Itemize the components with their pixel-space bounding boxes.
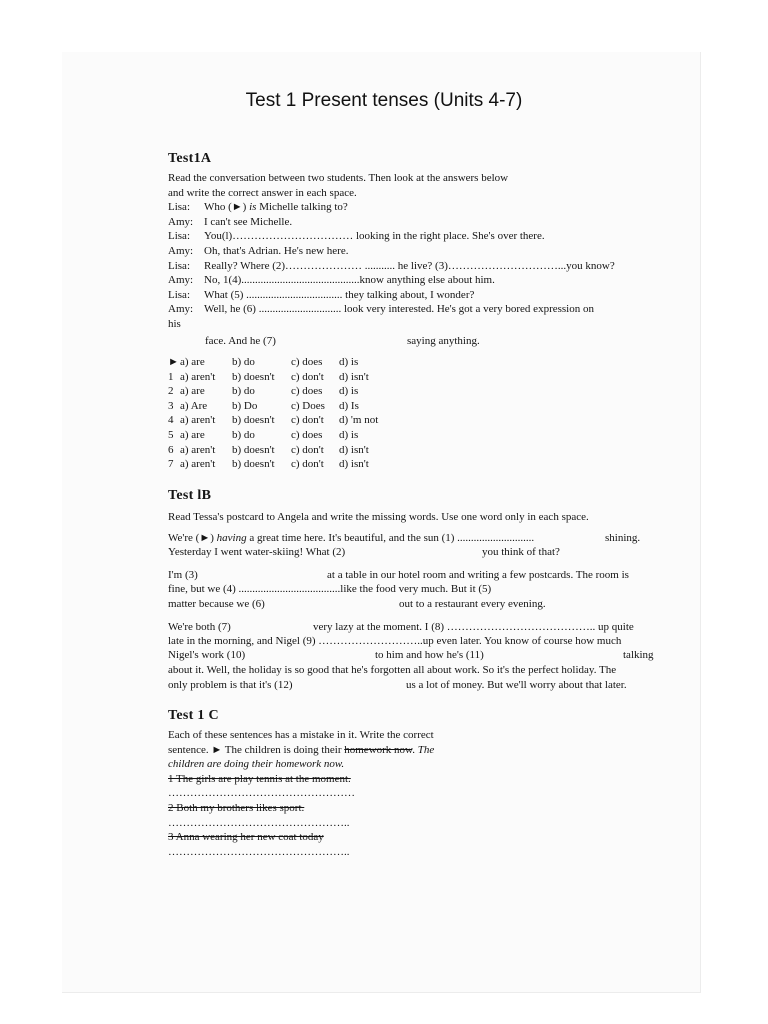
dialogue-last-left: face. And he (7) (205, 335, 276, 347)
answer-blank: ………………………………………….. (168, 845, 350, 858)
postcard-line: matter because we (6) (168, 598, 265, 610)
options-row: 5 a) are b) do c) does d) is (168, 428, 359, 441)
postcard-line: out to a restaurant every evening. (399, 598, 546, 610)
postcard-line: you think of that? (482, 546, 560, 558)
dialogue-line: Lisa: Really? Where (2)………………… ........... he live? (3)…………………………...you know? (168, 259, 615, 272)
postcard-line: about it. Well, the holiday is so good that he's forgotten all about work. So it's the perfect holiday. The (168, 664, 617, 676)
options-row: 2 a) are b) do c) does d) is (168, 385, 359, 398)
speaker: Lisa: (168, 201, 190, 214)
test-1c-text (168, 728, 658, 859)
dialogue-line: Lisa: Who (►) is Michelle talking to? (168, 201, 348, 214)
incorrect-sentence: 1 The girls are play tennis at the moment. (168, 772, 351, 785)
page-title: Test 1 Present tenses (Units 4-7) (245, 90, 523, 111)
dialogue-line: Lisa: What (5) ................................... they talking about, I wonder? (168, 288, 475, 301)
incorrect-sentence: 2 Both my brothers likes sport. (168, 801, 305, 814)
speaker: Lisa: (168, 288, 190, 301)
speaker: Amy: (168, 215, 194, 228)
test-1c-heading: Test 1 C (168, 708, 219, 723)
answer-blank: ………………………………………….. (168, 816, 350, 829)
instruction-line: sentence. ► The children is doing their homework now. The (168, 743, 435, 756)
dialogue-continuation: his (168, 317, 181, 330)
dialogue-line: Amy: Well, he (6) .............................. look very interested. He's got a very bored expression on (168, 303, 594, 316)
postcard-line: at a table in our hotel room and writing a few postcards. The room is (327, 569, 629, 581)
options-row-example: ► a) are b) do c) does d) is (168, 356, 359, 368)
postcard-line: We're both (7) (168, 621, 231, 633)
postcard-line: Yesterday I went water-skiing! What (2) (168, 546, 346, 558)
dialogue-line: Amy: I can't see Michelle. (168, 215, 293, 228)
postcard-line: Nigel's work (10) (168, 649, 246, 661)
postcard-line: We're (►) having a great time here. It's beautiful, and the sun (1) ............................ (168, 532, 535, 544)
test-1a-text (168, 171, 658, 332)
speaker: Lisa: (168, 259, 190, 272)
instruction-line: and write the correct answer in each space. (168, 186, 357, 199)
instruction-line: Each of these sentences has a mistake in it. Write the correct (168, 729, 434, 741)
dialogue-line: Amy: No, 1(4)...........................................know anything else about him. (168, 274, 495, 287)
dialogue-last-right: saying anything. (407, 335, 480, 347)
options-row: 6 a) aren't b) doesn't c) don't d) isn't (168, 443, 369, 456)
postcard-line: fine, but we (4) .....................................like the food very much. But it (5) (168, 583, 492, 595)
speaker: Amy: (168, 274, 194, 287)
options-row: 7 a) aren't b) doesn't c) don't d) isn't (168, 458, 369, 471)
instruction-line: children are doing their homework now. (168, 758, 345, 771)
options-row: 3 a) Are b) Do c) Does d) Is (168, 399, 359, 412)
postcard-word: shining. (605, 532, 641, 544)
postcard-line: us a lot of money. But we'll worry about that later. (406, 679, 627, 691)
postcard-word: talking (623, 649, 654, 661)
postcard-line: I'm (3) (168, 569, 198, 581)
dialogue-line: Lisa: You(l)…………………………… looking in the right place. She's over there. (168, 230, 545, 243)
speaker: Amy: (168, 244, 194, 257)
options-row: 4 a) aren't b) doesn't c) don't d) 'm not (168, 414, 379, 427)
test-1b-instructions: Read Tessa's postcard to Angela and write the missing words. Use one word only in each space. (168, 511, 589, 523)
postcard-line: late in the morning, and Nigel (9) ………………………..up even later. You know of course how much (168, 635, 622, 647)
options-row: 1 a) aren't b) doesn't c) don't d) isn't (168, 370, 369, 383)
speaker: Lisa: (168, 230, 190, 243)
dialogue-line: Amy: Oh, that's Adrian. He's new here. (168, 244, 349, 257)
incorrect-sentence: 3 Anna wearing her new coat today (168, 831, 324, 844)
test-1a-heading: Test1A (168, 151, 212, 166)
answer-blank: …………………………………………… (168, 787, 355, 800)
postcard-line: very lazy at the moment. I (8) ………………………………….. up quite (313, 621, 634, 633)
postcard-line: only problem is that it's (12) (168, 679, 293, 691)
postcard-line: to him and how he's (11) (375, 649, 484, 661)
answer-options (168, 355, 399, 472)
instruction-line: Read the conversation between two students. Then look at the answers below (168, 172, 509, 184)
test-1b-heading: Test lB (168, 488, 212, 503)
speaker: Amy: (168, 303, 194, 316)
